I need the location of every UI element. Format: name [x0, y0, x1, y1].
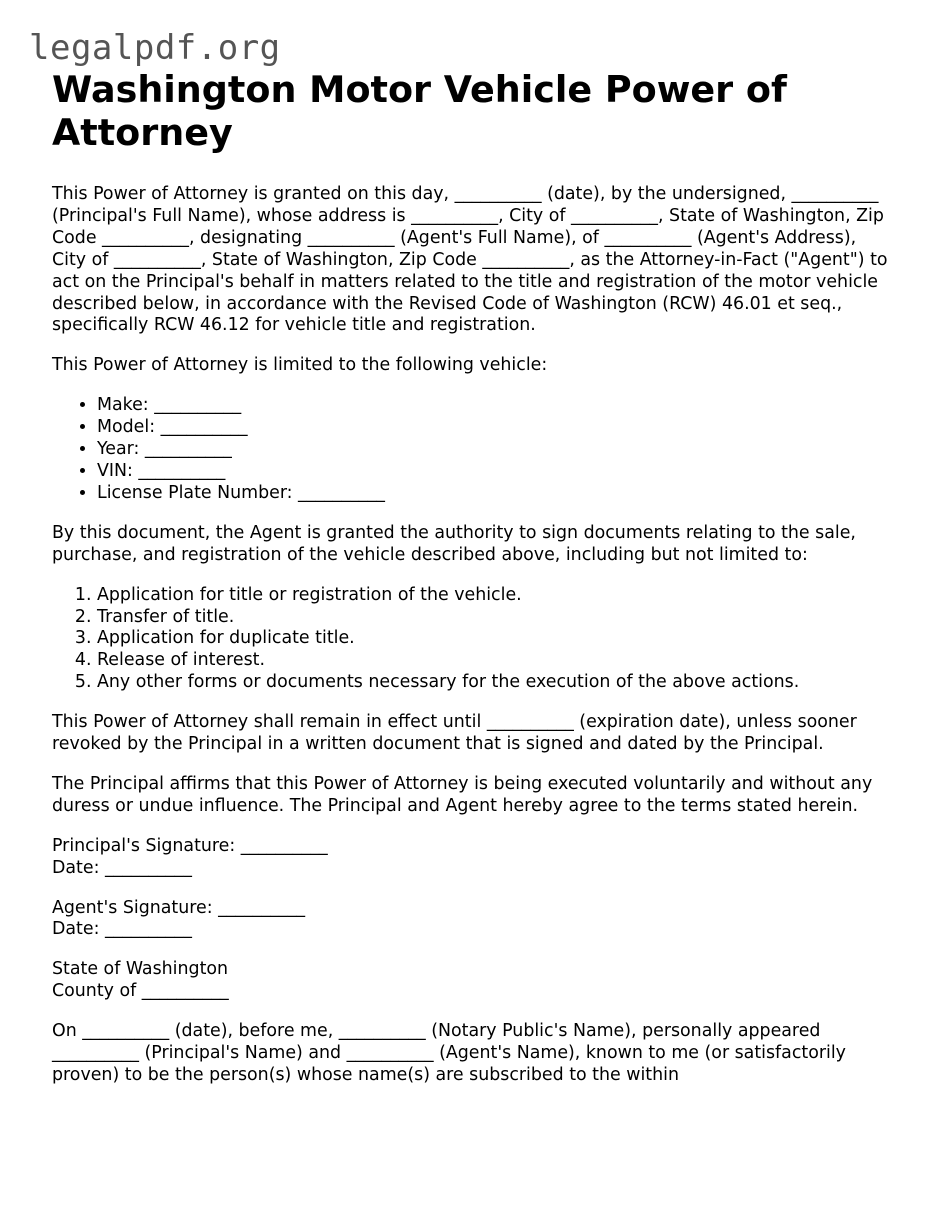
authority-item: 4. Release of interest. — [97, 650, 892, 672]
vehicle-list — [52, 395, 892, 505]
principal-signature-block — [52, 836, 892, 880]
affirm-paragraph: The Principal affirms that this Power of Attorney is being executed voluntarily and without any duress or undue influence. The Principal and Agent hereby agree to the terms stated herein. — [52, 773, 873, 816]
venue-block — [52, 959, 892, 1003]
agent-signature-line: Agent's Signature: __________ — [52, 897, 306, 918]
vehicle-intro: This Power of Attorney is limited to the following vehicle: — [52, 355, 548, 376]
authority-item: 1. Application for title or registration of the vehicle. — [97, 585, 892, 607]
county-line: County of __________ — [52, 981, 229, 1002]
agent-signature-block — [52, 898, 892, 942]
authority-list — [52, 585, 892, 695]
vehicle-make: • Make: __________ — [97, 395, 892, 417]
vehicle-vin: • VIN: __________ — [97, 461, 892, 483]
authority-item: 3. Application for duplicate title. — [97, 628, 892, 650]
vehicle-year: • Year: __________ — [97, 439, 892, 461]
vehicle-model: • Model: __________ — [97, 417, 892, 439]
agent-date-line: Date: __________ — [52, 919, 192, 940]
principal-signature-line: Principal's Signature: __________ — [52, 835, 328, 856]
effect-paragraph: This Power of Attorney shall remain in effect until __________ (expiration date), unless sooner revoked by the Principal in a written document that is signed and dated by the Principal. — [52, 712, 857, 755]
page-title: Washington Motor Vehicle Power of Attorney — [52, 68, 787, 154]
watermark: legalpdf.org — [29, 28, 281, 68]
document-body — [52, 68, 892, 1105]
authority-intro: By this document, the Agent is granted the authority to sign documents relating to the sale, purchase, and registration of the vehicle described above, including but not limited to: — [52, 522, 856, 565]
intro-paragraph: This Power of Attorney is granted on this day, __________ (date), by the undersigned, __________ (Principal's Full Name), whose address is __________, City of __________, State of Washington, Zip Code __________, designating __________ (Agent's Full Name), of __________ (Agent's Address), City of __________, State of Washington, Zip Code __________, as the Attorney-in-Fact ("Agent") to act on the Principal's behalf in matters related to the title and registration of the motor vehicle described below, in accordance with the Revised Code of Washington (RCW) 46.01 et seq., specifically RCW 46.12 for vehicle title and registration. — [52, 184, 888, 336]
authority-item: 5. Any other forms or documents necessary for the execution of the above actions. — [97, 672, 892, 694]
notary-paragraph: On __________ (date), before me, __________ (Notary Public's Name), personally appeared __________ (Principal's Name) and __________ (Agent's Name), known to me (or satisfactorily proven) to be the person(s) whose name(s) are subscribed to the within — [52, 1021, 846, 1085]
principal-date-line: Date: __________ — [52, 857, 192, 878]
authority-item: 2. Transfer of title. — [97, 607, 892, 629]
state-line: State of Washington — [52, 959, 229, 980]
vehicle-license-plate: • License Plate Number: __________ — [97, 483, 892, 505]
